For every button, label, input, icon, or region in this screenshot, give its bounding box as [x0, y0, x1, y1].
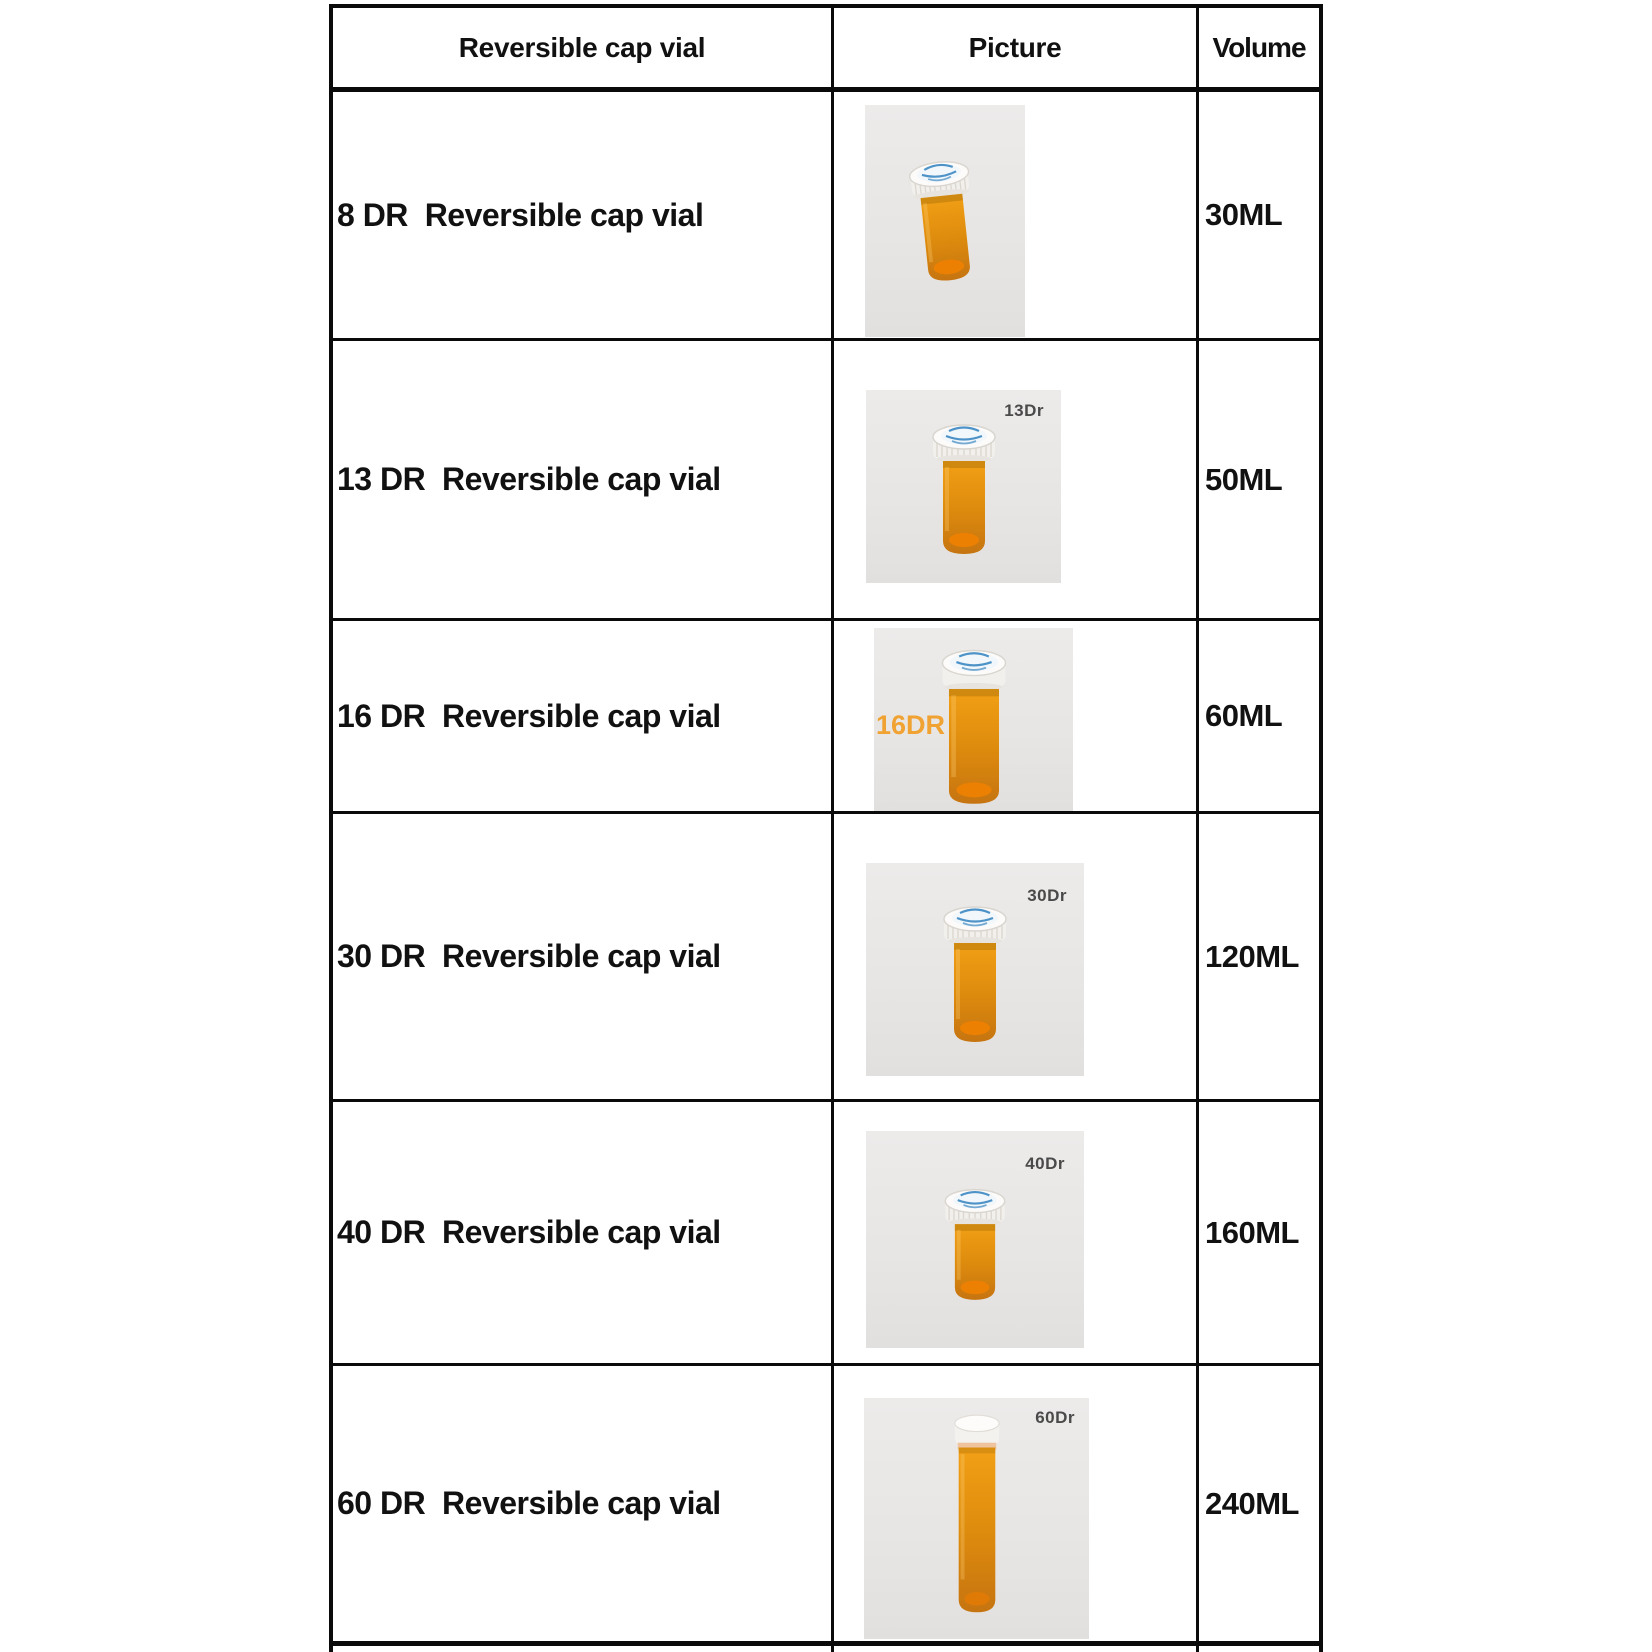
vial-name-cell [333, 341, 834, 618]
vial-photo [866, 1131, 1084, 1348]
table-row [333, 814, 1319, 1102]
table-row [333, 92, 1319, 341]
volume-cell [1199, 341, 1319, 618]
header-cell-picture [834, 8, 1199, 87]
header-cell-name [333, 8, 834, 87]
table-row [333, 1102, 1319, 1366]
table-row [333, 341, 1319, 621]
vial-volume: 50ML [1205, 461, 1283, 497]
vial-illustration [925, 898, 1025, 1063]
header-row [333, 8, 1319, 92]
volume-cell [1199, 92, 1319, 338]
volume-cell [1199, 814, 1319, 1099]
picture-cell [834, 92, 1199, 338]
table-row-partial [333, 1646, 1319, 1652]
table-row [333, 1366, 1319, 1646]
vial-name: 40 DR Reversible cap vial [337, 1214, 721, 1250]
vial-photo [866, 390, 1061, 583]
picture-cell [834, 621, 1199, 811]
vial-name: 16 DR Reversible cap vial [337, 697, 721, 734]
vial-name: 60 DR Reversible cap vial [337, 1485, 721, 1521]
vial-name-cell [333, 1102, 834, 1363]
volume-cell [1199, 621, 1319, 811]
vial-photo [864, 1398, 1089, 1639]
header-cell-volume [1199, 8, 1319, 87]
vial-volume: 30ML [1205, 197, 1283, 232]
vial-photo [874, 628, 1073, 811]
photo-label: 40Dr [1025, 1154, 1065, 1173]
header-label-picture: Picture [968, 31, 1062, 63]
vial-name-cell [333, 621, 834, 811]
volume-cell [1199, 1366, 1319, 1641]
picture-cell [834, 341, 1199, 618]
vial-volume: 60ML [1205, 698, 1283, 733]
header-label-name: Reversible cap vial [458, 31, 706, 63]
volume-cell [1199, 1646, 1319, 1652]
vial-name-cell [333, 814, 834, 1099]
photo-label: 60Dr [1035, 1408, 1075, 1427]
vial-illustration [932, 1408, 1022, 1620]
photo-label: 13Dr [1004, 401, 1044, 420]
header-label-volume: Volume [1212, 31, 1306, 63]
picture-cell [834, 1646, 1199, 1652]
vial-name-cell [333, 1646, 834, 1652]
photo-label: 16DR [876, 710, 946, 740]
vial-volume: 120ML [1205, 938, 1299, 974]
vial-table [329, 4, 1323, 1652]
vial-illustration [890, 149, 1000, 311]
vial-name: 13 DR Reversible cap vial [337, 461, 721, 497]
vial-name-cell [333, 1366, 834, 1641]
vial-volume: 160ML [1205, 1214, 1299, 1250]
vial-photo [866, 863, 1084, 1076]
table-row [333, 621, 1319, 814]
vial-volume: 240ML [1205, 1485, 1299, 1521]
photo-label: 30Dr [1027, 886, 1067, 905]
vial-illustration [927, 1181, 1023, 1319]
vial-name: 8 DR Reversible cap vial [337, 196, 704, 233]
vial-name-cell [333, 92, 834, 338]
volume-cell [1199, 1102, 1319, 1363]
vial-name: 30 DR Reversible cap vial [337, 938, 721, 974]
vial-illustration [914, 416, 1014, 576]
picture-cell [834, 1102, 1199, 1363]
picture-cell [834, 814, 1199, 1099]
picture-cell [834, 1366, 1199, 1641]
vial-photo [865, 105, 1025, 337]
